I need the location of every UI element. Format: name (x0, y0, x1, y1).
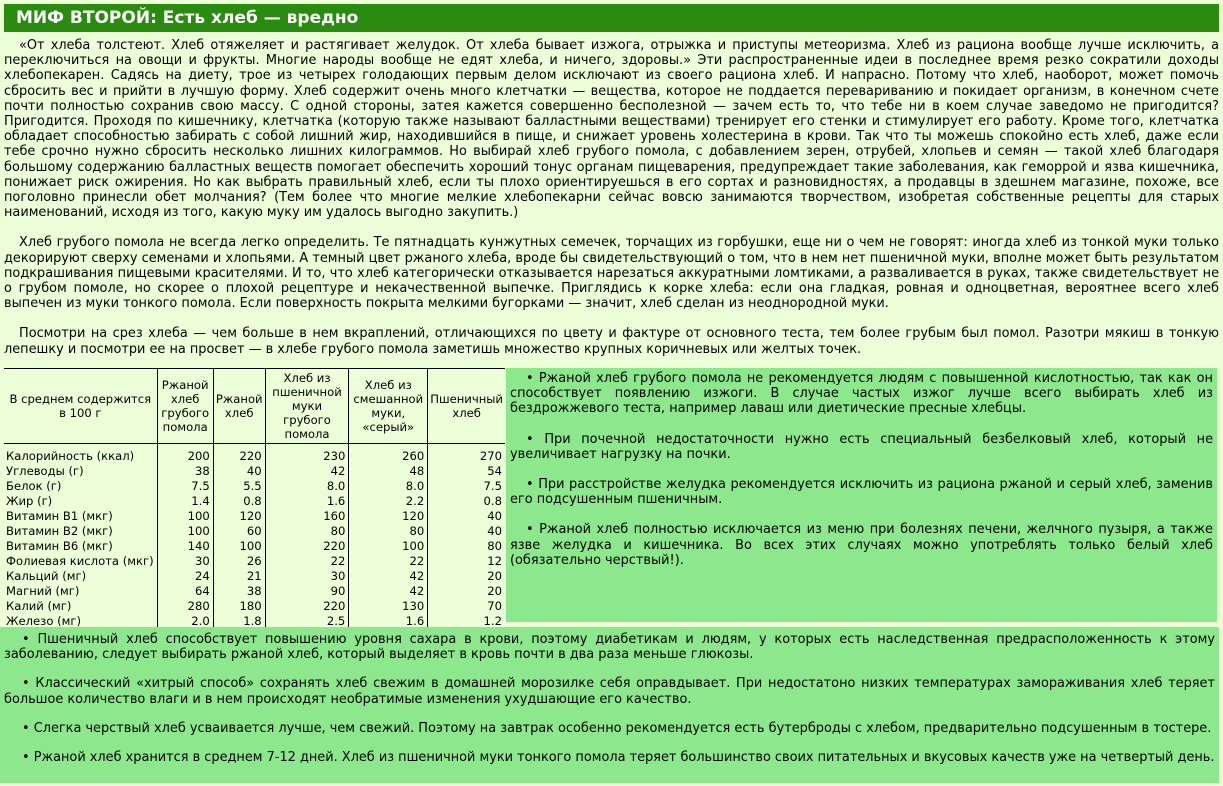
nutrient-value-cell: 80 (428, 538, 505, 553)
nutrient-value-cell: 24 (157, 568, 213, 583)
nutrient-value-cell: 22 (349, 553, 428, 568)
nutrient-value-cell: 180 (213, 598, 265, 613)
nutrient-name-cell: Калий (мг) (6, 598, 72, 613)
nutrient-value-cell: 270 (428, 444, 505, 464)
nutrient-name-cell: Витамин В2 (мкг) (6, 523, 113, 538)
nutrient-name-cell: Углеводы (г) (6, 463, 84, 478)
table-header-cell: Ржаной хлеб (213, 369, 265, 444)
nutrient-value-cell: 22 (265, 553, 349, 568)
nutrient-value-cell: 48 (349, 463, 428, 478)
nutrient-value-cell: 230 (265, 444, 349, 464)
intro-paragraph-1: «От хлеба толстеют. Хлеб отяжеляет и растягивает желудок. От хлеба бывает изжога, отрыжка и приступы метеоризма. Хлеб из рациона вообще лучше исключить, а переключиться на овощи и фрукты. Многие народы вообще не едят хлеба, и ничего, здоровы.» Эти распространенные идеи в последнее время резко сократили доходы хлебопекарен. Садясь на диету, трое из четырех голодающих первым делом исключают из своего рациона хлеб. И напрасно. Потому что хлеб, наоборот, может помочь сбросить вес и прийти в лучшую форму. Хлеб содержит очень много клетчатки — вещества, которое не поддается перевариванию и покидает организм, в конечном счете почти полностью сохранив свою массу. С одной стороны, затея кажется совершенно бесполезной — зачем есть то, что тебе ни в коем случае заведомо не пригодится? Пригодится. Проходя по кишечнику, клетчатка (которую также называют балластными веществами) тренирует его стенки и стимулирует его работу. Кроме того, клетчатка обладает способностью забирать с собой лишний жир, находившийся в пище, и снижает уровень холестерина в крови. Так что ты можешь спокойно есть хлеб, даже если тебе срочно нужно сбросить несколько лишних килограммов. Но выбирай хлеб грубого помола, с добавлением зерен, отрубей, хлопьев и семян — такой хлеб благодаря большому содержанию балластных веществ помогает обеспечить хороший тонус органам пищеварения, предупреждает такие заболевания, как геморрой и язва кишечника, понижает риск ожирения. Но как выбрать правильный хлеб, если ты плохо ориентируешься в его сортах и разновидностях, а продавцы в здешнем магазине, похоже, все поголовно принесли обет молчания? (Тем более что многие мелкие хлебопекарни сейчас вовсю занимаются творчеством, изобретая собственные рецепты для старых наименований, исходя из того, какую муку им удалось выгодно закупить.) (4, 38, 1219, 221)
table-row (4, 538, 505, 553)
nutrient-value-cell: 70 (428, 598, 505, 613)
nutrient-name-cell: Витамин В1 (мкг) (6, 508, 113, 523)
nutrient-value-cell: 1.8 (213, 613, 265, 629)
nutrient-value-cell: 40 (213, 463, 265, 478)
bullet-icon: • (22, 676, 30, 692)
tip-text: Классический «хитрый способ» сохранять хлеб свежим в домашней морозилке себя оправдывает. При недостатоно низких температурах замораживания хлеб теряет большое количество влаги и в нем происходят необратимые изменения ухудшающие его качество. (4, 676, 1215, 707)
intro-text (4, 38, 1219, 372)
table-header-cell: Хлеб из пшеничной муки грубого помола (265, 369, 349, 444)
tips-panel-right (506, 368, 1217, 622)
tip-text: Ржаной хлеб хранится в среднем 7-12 дней. Хлеб из пшеничной муки тонкого помола теряет большинство своих питательных и вкусовых качеств уже на четвертый день. (33, 750, 1215, 766)
nutrient-value-cell: 38 (157, 463, 213, 478)
tip-text: Пшеничный хлеб способствует повышению уровня сахара в крови, поэтому диабетикам и людям, у которых есть наследственная предрасположенность к этому заболеванию, следует выбирать ржаной хлеб, который выделяет в кровь почти в два раза меньше глюкозы. (4, 632, 1215, 663)
table-row (4, 463, 505, 478)
nutrient-value-cell: 5.5 (213, 478, 265, 493)
intro-paragraph-2: Хлеб грубого помола не всегда легко определить. Те пятнадцать кунжутных семечек, торчащих из горбушки, еще ни о чем не говорят: иногда хлеб из тонкой муки только декорируют сверху семенами и хлопьями. А темный цвет ржаного хлеба, вроде бы свидетельствующий о том, что в нем нет пшеничной муки, вполне может быть результатом подкрашивания пищевыми красителями. И то, что хлеб категорически отказывается нарезаться аккуратными ломтиками, а разваливается в руках, также свидетельствует не о грубом помоле, но скорее о плохой рецептуре и некачественной выпечке. Приглядись к корке хлеба: если она гладкая, ровная и одноцветная, вероятнее всего хлеб выпечен из муки тонкого помола. Если поверхность покрыта мелкими бугорками — значит, хлеб сделан из неоднородной муки. (4, 235, 1219, 312)
table-header-cell: Хлеб из смешанной муки, «серый» (349, 369, 428, 444)
tip-item (510, 371, 1213, 417)
nutrient-name-cell: Белок (г) (6, 478, 62, 493)
nutrient-value-cell: 40 (428, 508, 505, 523)
nutrient-value-cell: 2.2 (349, 493, 428, 508)
intro-paragraph-3: Посмотри на срез хлеба — чем больше в нем вкраплений, отличающихся по цвету и фактуре от основного теста, тем более грубым был помол. Разотри мякиш в тонкую лепешку и посмотри ее на просвет — в хлебе грубого помола заметишь множество крупных коричневых или желтых точек. (4, 326, 1219, 357)
nutrient-name-cell: Калорийность (ккал) (6, 448, 135, 463)
nutrient-name-cell: Магний (мг) (6, 583, 80, 598)
tip-text: Слегка черствый хлеб усваивается лучше, чем свежий. Поэтому на завтрак особенно рекомендуется есть бутерброды с хлебом, предварительно подсушенным в тостере. (33, 720, 1212, 736)
nutrient-value-cell: 21 (213, 568, 265, 583)
table-row (4, 583, 505, 598)
nutrient-value-cell: 160 (265, 508, 349, 523)
nutrient-value-cell: 220 (213, 444, 265, 464)
nutrient-value-cell: 80 (265, 523, 349, 538)
tip-item (510, 432, 1213, 462)
nutrient-value-cell: 26 (213, 553, 265, 568)
table-header-row (4, 369, 505, 444)
nutrient-value-cell: 30 (265, 568, 349, 583)
tip-item (4, 632, 1215, 662)
table-row (4, 478, 505, 493)
nutrient-value-cell: 220 (265, 598, 349, 613)
tip-text: Ржаной хлеб полностью исключается из меню при болезнях печени, желчного пузыря, а также язве желудка и кишечника. Во всех этих случаях можно употреблять только белый хлеб (обязательно черствый!). (510, 522, 1213, 568)
tip-item (510, 522, 1213, 568)
nutrient-value-cell: 0.8 (428, 493, 505, 508)
table-row (4, 444, 505, 464)
nutrient-value-cell: 20 (428, 568, 505, 583)
bullet-icon: • (526, 371, 534, 386)
tip-item (4, 676, 1215, 706)
nutrient-value-cell: 60 (213, 523, 265, 538)
nutrient-value-cell: 260 (349, 444, 428, 464)
nutrient-value-cell: 40 (428, 523, 505, 538)
nutrient-value-cell: 80 (349, 523, 428, 538)
nutrient-value-cell: 1.4 (157, 493, 213, 508)
bullet-icon: • (526, 522, 534, 538)
nutrient-value-cell: 100 (349, 538, 428, 553)
tip-text: При почечной недостаточности нужно есть специальный безбелковый хлеб, который не увеличивает нагрузку на почки. (510, 431, 1214, 462)
nutrient-value-cell: 42 (349, 568, 428, 583)
nutrient-value-cell: 54 (428, 463, 505, 478)
nutrient-name-cell: Фолиевая кислота (мкг) (6, 553, 154, 568)
nutrient-value-cell: 38 (213, 583, 265, 598)
nutrient-name-cell: Витамин В6 (мкг) (6, 538, 113, 553)
nutrient-value-cell: 280 (157, 598, 213, 613)
tip-item (4, 721, 1215, 736)
bullet-icon: • (526, 477, 534, 493)
nutrient-value-cell: 220 (265, 538, 349, 553)
nutrient-value-cell: 12 (428, 553, 505, 568)
table-header-cell: В среднем содержится в 100 г (4, 369, 157, 444)
nutrient-value-cell: 2.0 (157, 613, 213, 629)
nutrition-table (4, 368, 505, 629)
nutrient-value-cell: 200 (157, 444, 213, 464)
nutrient-value-cell: 7.5 (428, 478, 505, 493)
nutrient-value-cell: 8.0 (349, 478, 428, 493)
bullet-icon: • (22, 632, 30, 647)
nutrient-value-cell: 20 (428, 583, 505, 598)
nutrient-name-cell: Жир (г) (6, 493, 53, 508)
tip-text: Ржаной хлеб грубого помола не рекомендуется людям с повышенной кислотностью, так как он способствует появлению изжоги. В случае частых изжог лучше всего выбирать хлеб из бездрожжевого теста, например лаваш или диетические пресные хлебцы. (510, 371, 1213, 417)
nutrient-value-cell: 42 (265, 463, 349, 478)
table-row (4, 568, 505, 583)
table-row (4, 553, 505, 568)
table-row (4, 493, 505, 508)
nutrient-value-cell: 100 (157, 523, 213, 538)
nutrient-value-cell: 2.5 (265, 613, 349, 629)
nutrient-value-cell: 1.6 (265, 493, 349, 508)
nutrient-name-cell: Кальций (мг) (6, 568, 87, 583)
table-body (4, 444, 505, 629)
tips-panel-bottom (0, 627, 1219, 783)
table-header-cell: Ржаной хлеб грубого помола (157, 369, 213, 444)
nutrient-value-cell: 100 (213, 538, 265, 553)
nutrient-value-cell: 0.8 (213, 493, 265, 508)
nutrient-value-cell: 1.6 (349, 613, 428, 629)
tip-text: При расстройстве желудка рекомендуется исключить из рациона ржаной и серый хлеб, заменив его подсушенным пшеничным. (510, 477, 1213, 508)
nutrition-table-container (4, 368, 505, 628)
nutrient-value-cell: 90 (265, 583, 349, 598)
table-row (4, 508, 505, 523)
nutrient-value-cell: 64 (157, 583, 213, 598)
nutrient-value-cell: 120 (213, 508, 265, 523)
nutrient-value-cell: 130 (349, 598, 428, 613)
nutrient-value-cell: 7.5 (157, 478, 213, 493)
nutrient-value-cell: 8.0 (265, 478, 349, 493)
tip-item (510, 477, 1213, 507)
nutrient-value-cell: 100 (157, 508, 213, 523)
nutrient-value-cell: 30 (157, 553, 213, 568)
bullet-icon: • (22, 750, 30, 766)
nutrient-value-cell: 1.2 (428, 613, 505, 629)
table-row (4, 523, 505, 538)
table-header-cell: Пшеничный хлеб (428, 369, 505, 444)
nutrient-value-cell: 120 (349, 508, 428, 523)
bullet-icon: • (526, 431, 534, 447)
nutrient-value-cell: 42 (349, 583, 428, 598)
nutrient-value-cell: 140 (157, 538, 213, 553)
nutrient-name-cell: Железо (мг) (4, 613, 157, 629)
tip-item (4, 750, 1215, 765)
bullet-icon: • (22, 720, 30, 736)
article-title: МИФ ВТОРОЙ: Есть хлеб — вредно (4, 4, 1219, 32)
table-row (4, 598, 505, 613)
